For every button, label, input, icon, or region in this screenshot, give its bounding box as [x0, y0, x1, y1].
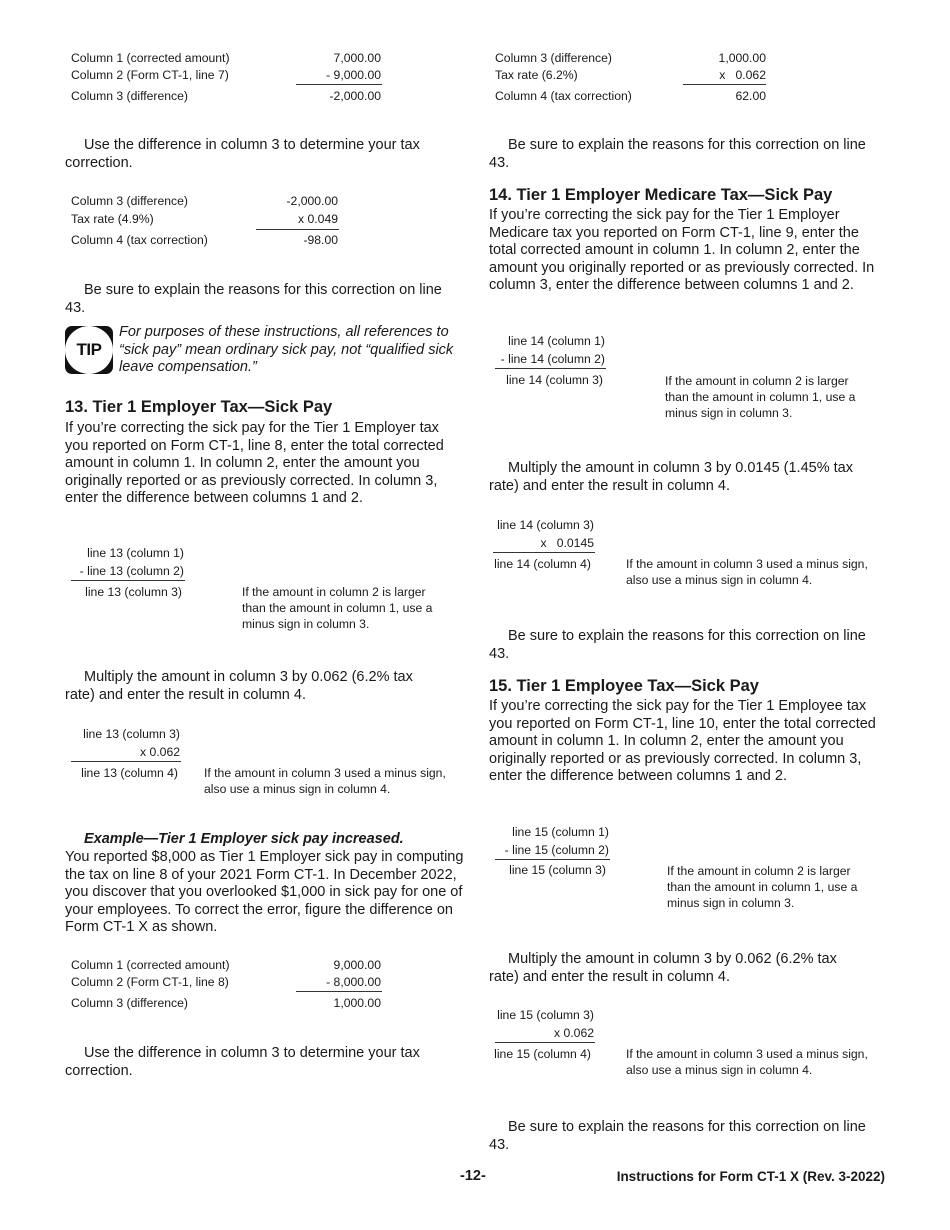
paragraph: Be sure to explain the reasons for this correction on line 43.: [65, 282, 442, 316]
page-number: -12-: [460, 1168, 486, 1184]
document-title: Instructions for Form CT-1 X (Rev. 3-2022): [616, 1169, 885, 1184]
calc-note: If the amount in column 2 is larger than the amount in column 1, use a minus sign in column 3.: [665, 374, 856, 420]
sum-rule: [683, 84, 766, 85]
section-body: If you’re correcting the sick pay for the Tier 1 Employer tax you reported on Form CT-1, line 8, enter the total corrected amount in column 1. In column 2, enter the amount you originally reported or as previously corrected. In column 3, enter the difference between columns 1 and 2.: [65, 420, 444, 506]
tip-badge: TIP: [65, 326, 113, 374]
table-label: Column 2 (Form CT-1, line 8): [71, 975, 229, 989]
section-heading: 13. Tier 1 Employer Tax—Sick Pay: [65, 398, 333, 416]
section-body: If you’re correcting the sick pay for the Tier 1 Employer Medicare tax you reported on Form CT-1, line 9, enter the total corrected amount in column 1. In column 2, enter the amount you originally reported or as previously corrected. In column 3, enter the difference between columns 1 and 2.: [489, 207, 875, 293]
calc-note: If the amount in column 2 is larger than the amount in column 1, use a minus sign in column 3.: [667, 864, 858, 910]
tip-icon: [65, 326, 113, 374]
paragraph: Multiply the amount in column 3 by 0.0145 (1.45% tax rate) and enter the result in column 4.: [489, 460, 853, 494]
section-body: If you’re correcting the sick pay for the Tier 1 Employee tax you reported on Form CT-1, line 10, enter the total corrected amount in column 1. In column 2, enter the amount you originally reported or as previously corrected. In column 3, enter the difference between columns 1 and 2.: [489, 698, 876, 784]
table-label: Tax rate (6.2%): [495, 68, 578, 82]
sum-rule: [71, 580, 185, 581]
table-value: 1,000.00: [718, 51, 766, 65]
table-value: -2,000.00: [329, 89, 381, 103]
table-label: Column 1 (corrected amount): [71, 958, 230, 972]
table-value: 1,000.00: [333, 996, 381, 1010]
table-label: Column 3 (difference): [71, 89, 188, 103]
table-value: 7,000.00: [333, 51, 381, 65]
paragraph: Be sure to explain the reasons for this correction on line 43.: [489, 628, 866, 662]
calc-line: - line 13 (column 2): [79, 564, 184, 578]
paragraph: Be sure to explain the reasons for this correction on line 43.: [489, 1119, 866, 1153]
calc-line: x 0.062: [554, 1026, 594, 1040]
table-label: Column 1 (corrected amount): [71, 51, 230, 65]
calc-line: x 0.062: [140, 745, 180, 759]
table-value: x 0.049: [298, 212, 338, 226]
sum-rule: [495, 859, 610, 860]
calc-note: If the amount in column 3 used a minus sign, also use a minus sign in column 4.: [626, 557, 868, 587]
sum-rule: [296, 991, 382, 992]
example-title: Example—Tier 1 Employer sick pay increased.: [84, 831, 404, 847]
sum-rule: [495, 1042, 595, 1043]
calc-line: line 14 (column 3): [497, 518, 594, 532]
table-value: -2,000.00: [286, 194, 338, 208]
calc-line: x 0.0145: [540, 536, 594, 550]
calc-line: - line 14 (column 2): [500, 352, 605, 366]
paragraph: Use the difference in column 3 to determine your tax correction.: [65, 1045, 420, 1079]
calc-note: If the amount in column 3 used a minus sign, also use a minus sign in column 4.: [204, 766, 446, 796]
calc-line: line 15 (column 4): [494, 1047, 591, 1061]
table-label: Column 2 (Form CT-1, line 7): [71, 68, 229, 82]
table-label: Column 3 (difference): [71, 194, 188, 208]
paragraph: Multiply the amount in column 3 by 0.062 (6.2% tax rate) and enter the result in column 4.: [65, 669, 413, 703]
calc-line: line 13 (column 1): [87, 546, 184, 560]
table-label: Column 3 (difference): [71, 996, 188, 1010]
table-label: Tax rate (4.9%): [71, 212, 154, 226]
sum-rule: [71, 761, 181, 762]
table-value: 9,000.00: [333, 958, 381, 972]
sum-rule: [493, 552, 595, 553]
calc-note: If the amount in column 2 is larger than the amount in column 1, use a minus sign in column 3.: [242, 585, 433, 631]
example-body: You reported $8,000 as Tier 1 Employer sick pay in computing the tax on line 8 of your 2021 Form CT-1. In December 2022, you discover that you overlooked $1,000 in sick pay for one of your employees. To correct the error, figure the difference on Form CT-1 X as shown.: [65, 849, 464, 935]
calc-line: line 14 (column 4): [494, 557, 591, 571]
sum-rule: [495, 368, 606, 369]
table-value: 62.00: [735, 89, 766, 103]
calc-line: line 13 (column 3): [83, 727, 180, 741]
calc-note: If the amount in column 3 used a minus sign, also use a minus sign in column 4.: [626, 1047, 868, 1077]
section-heading: 14. Tier 1 Employer Medicare Tax—Sick Pay: [489, 186, 833, 204]
calc-line: line 15 (column 3): [497, 1008, 594, 1022]
section-heading: 15. Tier 1 Employee Tax—Sick Pay: [489, 677, 759, 695]
table-label: Column 3 (difference): [495, 51, 612, 65]
table-value: - 8,000.00: [326, 975, 381, 989]
calc-line: - line 15 (column 2): [504, 843, 609, 857]
paragraph: Use the difference in column 3 to determine your tax correction.: [65, 137, 420, 171]
paragraph: Multiply the amount in column 3 by 0.062 (6.2% tax rate) and enter the result in column 4.: [489, 951, 837, 985]
tip-text: For purposes of these instructions, all references to “sick pay” mean ordinary sick pay, not “qualified sick leave compensation.”: [119, 324, 454, 375]
paragraph: Be sure to explain the reasons for this correction on line 43.: [489, 137, 866, 171]
table-value: x 0.062: [719, 68, 766, 82]
calc-line: line 13 (column 4): [81, 766, 178, 780]
sum-rule: [296, 84, 382, 85]
table-value: - 9,000.00: [326, 68, 381, 82]
table-label: Column 4 (tax correction): [71, 233, 208, 247]
calc-line: line 15 (column 1): [512, 825, 609, 839]
sum-rule: [256, 229, 339, 230]
calc-line: line 13 (column 3): [85, 585, 182, 599]
calc-line: line 14 (column 1): [508, 334, 605, 348]
calc-line: line 14 (column 3): [506, 373, 603, 387]
table-label: Column 4 (tax correction): [495, 89, 632, 103]
calc-line: line 15 (column 3): [509, 863, 606, 877]
table-value: -98.00: [303, 233, 338, 247]
